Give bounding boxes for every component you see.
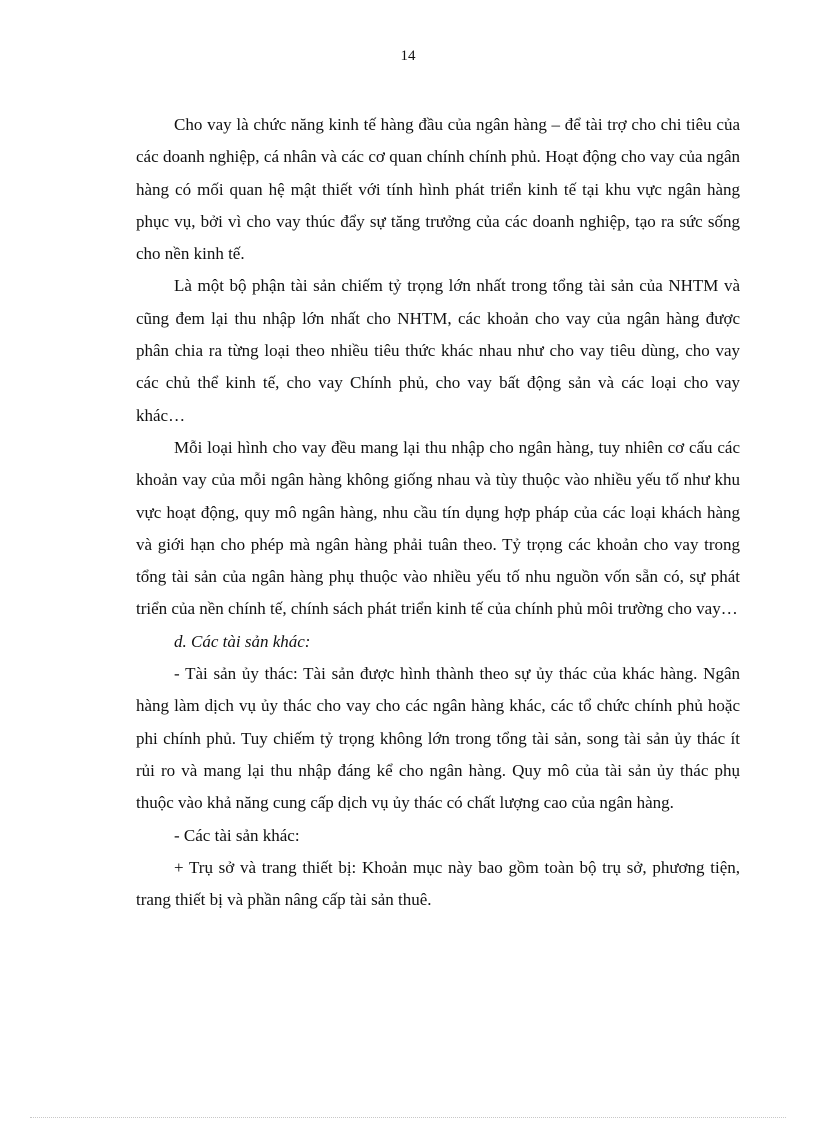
page-number: 14 — [400, 48, 416, 64]
paragraph-premises-equipment: + Trụ sở và trang thiết bị: Khoản mục này bao gồm toàn bộ trụ sở, phương tiện, trang thiết bị và phần nâng cấp tài sản thuê. — [136, 857, 740, 910]
page-bottom-divider — [30, 1117, 786, 1118]
paragraph-other-assets-label: - Các tài sản khác: — [174, 825, 300, 845]
paragraph-lending-function: Cho vay là chức năng kinh tế hàng đầu của ngân hàng – để tài trợ cho chi tiêu của các doanh nghiệp, cá nhân và các cơ quan chính chính phủ. Hoạt động cho vay của ngân hàng có mối quan hệ mật thiết với tính hình phát triển kinh tế tại khu vực ngân hàng phục vụ, bởi vì cho vay thúc đẩy sự tăng trưởng của các doanh nghiệp, tạo ra sức sống cho nền kinh tế. — [136, 115, 740, 264]
paragraph-trust-assets: - Tài sản ủy thác: Tài sản được hình thành theo sự ủy thác của khác hàng. Ngân hàng làm dịch vụ ủy thác cho vay cho các ngân hàng khác, các tổ chức chính phủ hoặc phi chính phủ. Tuy chiếm tỷ trọng không lớn trong tổng tài sản, song tài sản ủy thác ít rủi ro và mang lại thu nhập đáng kể cho ngân hàng. Quy mô của tài sản ủy thác phụ thuộc vào khả năng cung cấp dịch vụ ủy thác có chất lượng cao của ngân hàng. — [136, 664, 740, 813]
document-body — [136, 109, 740, 916]
paragraph-loan-structure: Mỗi loại hình cho vay đều mang lại thu nhập cho ngân hàng, tuy nhiên cơ cấu các khoản vay của mỗi ngân hàng không giống nhau và tùy thuộc vào nhiều yếu tố như khu vực hoạt động, quy mô ngân hàng, nhu cầu tín dụng hợp pháp của các loại khách hàng và giới hạn cho phép mà ngân hàng phải tuân theo. Tỷ trọng các khoản cho vay trong tổng tài sản của ngân hàng phụ thuộc vào nhiều yếu tố nhu nguồn vốn sẵn có, sự phát triển của nền chính tế, chính sách phát triển kinh tế của chính phủ môi trường cho vay… — [136, 437, 740, 619]
section-heading-other-assets: d. Các tài sản khác: — [174, 631, 311, 651]
paragraph-loan-classification: Là một bộ phận tài sản chiếm tỷ trọng lớn nhất trong tổng tài sản của NHTM và cũng đem lại thu nhập lớn nhất cho NHTM, các khoản cho vay của ngân hàng được phân chia ra từng loại theo nhiều tiêu thức khác nhau như cho vay tiêu dùng, cho vay các chủ thể kinh tế, cho vay Chính phủ, cho vay bất động sản và các loại cho vay khác… — [136, 276, 740, 425]
